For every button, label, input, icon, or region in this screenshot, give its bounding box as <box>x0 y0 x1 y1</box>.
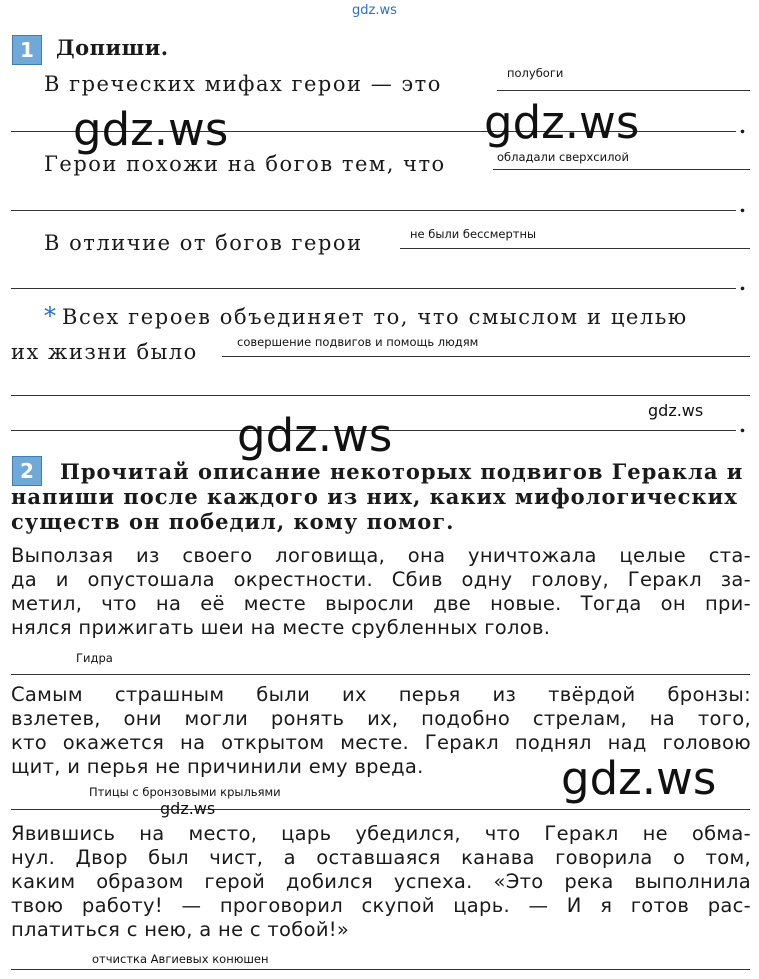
paragraph-line: кто окажется на открытом месте. Геракл поднял над головою <box>11 731 751 754</box>
watermark-top: gdz.ws <box>352 3 397 18</box>
answer-line <box>11 809 750 810</box>
answer-1: полубоги <box>507 66 564 80</box>
answer-line <box>222 356 750 357</box>
answer-line <box>400 248 750 249</box>
answer-line <box>11 969 750 970</box>
task-title-line-1: Прочитай описание некоторых подвигов Геракла и <box>60 459 744 484</box>
task-title-line-2: напиши после каждого из них, каких мифологических <box>11 484 738 509</box>
question-4-line-1: Всех героев объединяет то, что смыслом и целью <box>62 305 688 329</box>
answer-stables: отчистка Авгиевых конюшен <box>92 952 269 966</box>
question-2-text: Герои похожи на богов тем, что <box>44 152 446 176</box>
story-paragraph-3 <box>11 822 751 942</box>
paragraph-line: Самым страшным были их перья из твёрдой бронзы: <box>11 683 751 706</box>
end-dot: . <box>739 114 746 138</box>
answer-line <box>497 90 750 91</box>
answer-4: совершение подвигов и помощь людям <box>237 335 479 349</box>
answer-hydra: Гидра <box>76 651 113 665</box>
answer-birds: Птицы с бронзовыми крыльями <box>89 785 281 799</box>
paragraph-line: каким образом герой добился успеха. «Это река выполнила <box>11 870 751 893</box>
watermark: gdz.ws <box>160 799 216 818</box>
paragraph-line: Выползая из своего логовища, она уничтожала целые ста- <box>11 544 751 567</box>
answer-3: не были бессмертны <box>410 227 537 241</box>
question-3-text: В отличие от богов герои <box>44 231 363 255</box>
answer-line <box>11 210 736 211</box>
answer-line <box>11 288 736 289</box>
star-mark: * <box>44 302 56 330</box>
watermark: gdz.ws <box>73 103 229 156</box>
paragraph-line: взлетев, они могли ронять их, подобно стрелам, на того, <box>11 707 751 730</box>
story-paragraph-1 <box>11 544 751 640</box>
question-4-line-2: их жизни было <box>11 340 198 364</box>
answer-line <box>11 395 750 396</box>
paragraph-line: нялся прижигать шеи на месте срубленных голов. <box>11 616 551 639</box>
answer-2: обладали сверхсилой <box>497 150 629 164</box>
paragraph-line: да и опустошала окрестности. Сбив одну голову, Геракл за- <box>11 568 751 591</box>
answer-line <box>11 674 750 675</box>
paragraph-line: щит, и перья не причинили ему вреда. <box>11 755 424 778</box>
paragraph-line: твою работу! — проговорил скупой царь. — И я готов рас- <box>11 894 751 917</box>
question-1-text: В греческих мифах герои — это <box>44 72 442 96</box>
watermark: gdz.ws <box>237 409 393 462</box>
paragraph-line: Явившись на место, царь убедился, что Геракл не обма- <box>11 822 751 845</box>
paragraph-line: нул. Двор был чист, а оставшаяся канава говорила о том, <box>11 846 751 869</box>
task-title-line-3: существ он победил, кому помог. <box>11 509 455 534</box>
watermark: gdz.ws <box>648 401 704 420</box>
task-number-icon: 1 <box>12 35 42 65</box>
paragraph-line: метил, что на её месте выросли две новые. Тогда он при- <box>11 592 751 615</box>
end-dot: . <box>739 413 746 437</box>
watermark: gdz.ws <box>484 96 640 149</box>
end-dot: . <box>739 193 746 217</box>
watermark: gdz.ws <box>561 752 717 805</box>
end-dot: . <box>739 271 746 295</box>
answer-line <box>493 169 750 170</box>
paragraph-line: платиться с нею, а не с тобой!» <box>11 918 350 941</box>
task-number-icon: 2 <box>12 456 42 486</box>
task-title: Допиши. <box>56 35 169 60</box>
